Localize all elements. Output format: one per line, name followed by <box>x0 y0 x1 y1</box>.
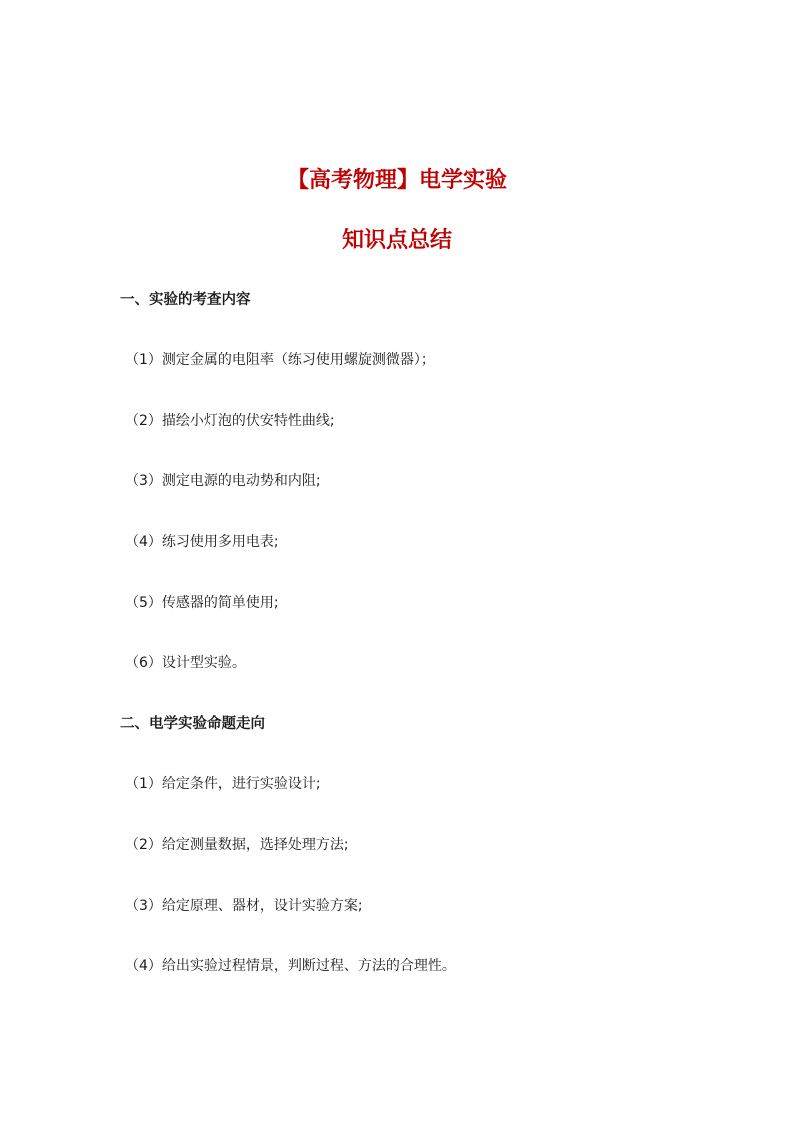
document-title: 【高考物理】电学实验 <box>286 168 507 193</box>
document-subtitle: 知识点总结 <box>341 228 452 253</box>
list-item: （3）测定电源的电动势和内阻; <box>125 473 321 489</box>
list-item: （6）设计型实验。 <box>125 655 246 671</box>
list-item: （4）练习使用多用电表; <box>125 534 279 550</box>
list-item: （5）传感器的简单使用; <box>125 595 279 611</box>
list-item: （2）描绘小灯泡的伏安特性曲线; <box>125 413 335 429</box>
list-item: （1）给定条件，进行实验设计; <box>125 776 321 792</box>
list-item: （4）给出实验过程情景，判断过程、方法的合理性。 <box>125 958 456 974</box>
list-item: （2）给定测量数据，选择处理方法; <box>125 837 349 853</box>
list-item: （3）给定原理、器材，设计实验方案; <box>125 898 363 914</box>
list-item: （1）测定金属的电阻率（练习使用螺旋测微器）； <box>125 352 435 368</box>
section-heading-exam-trends: 二、电学实验命题走向 <box>120 716 265 732</box>
section-heading-exam-content: 一、实验的考查内容 <box>120 292 251 308</box>
